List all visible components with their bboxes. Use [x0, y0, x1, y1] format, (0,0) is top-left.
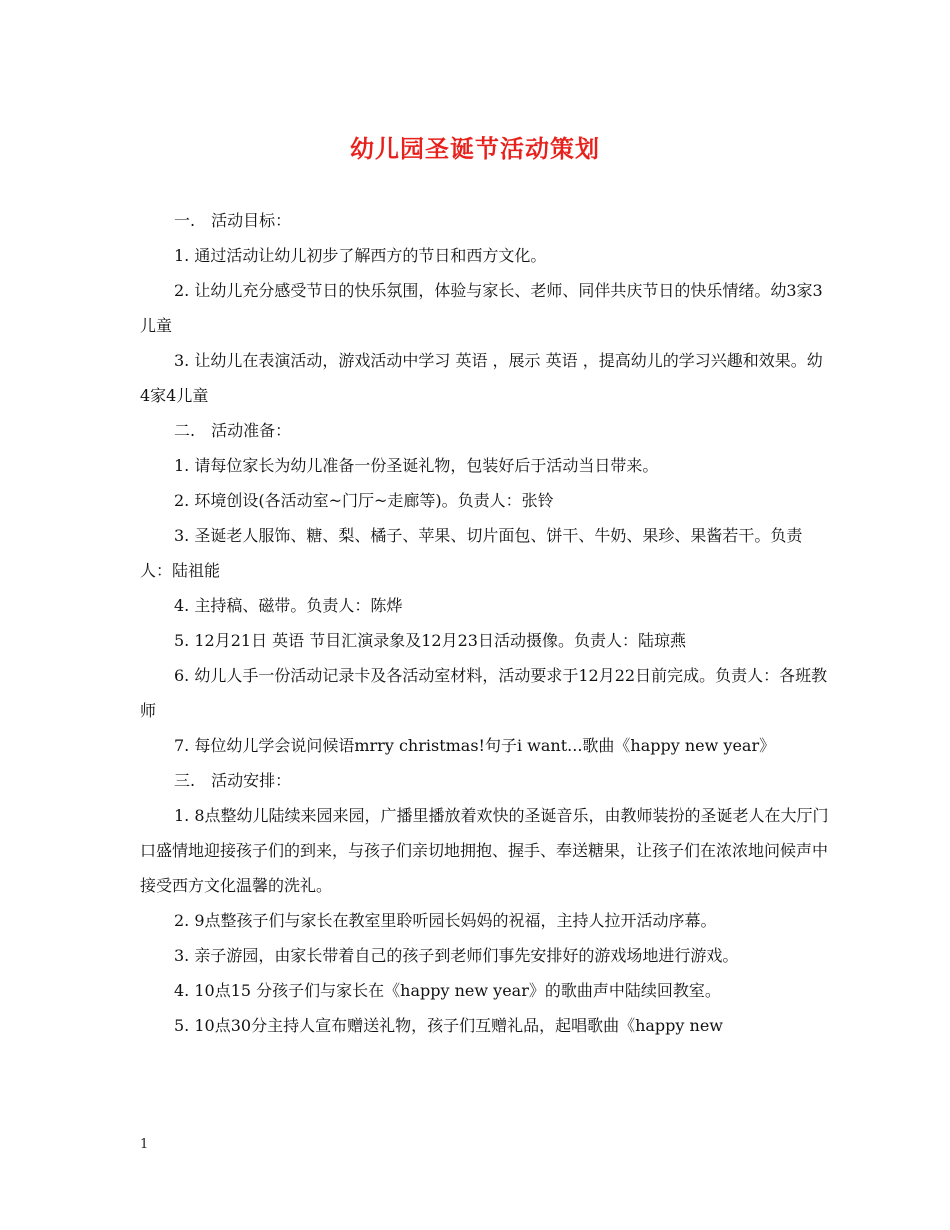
- paragraph: 1. 请每位家长为幼儿准备一份圣诞礼物，包装好后于活动当日带来。: [174, 456, 659, 475]
- paragraph: 6. 幼儿人手一份活动记录卡及各活动室材料，活动要求于12月22日前完成。负责人：各班教师: [140, 666, 828, 720]
- section-heading-schedule: 三. 活动安排：: [174, 771, 292, 790]
- paragraph: 1. 8点整幼儿陆续来园来园，广播里播放着欢快的圣诞音乐，由教师装扮的圣诞老人在大厅门口盛情地迎接孩子们的到来，与孩子们亲切地拥抱、握手、奉送糖果，让孩子们在浓浓地问候声中接受西方文化温馨的洗礼。: [140, 806, 829, 895]
- document-body: [140, 203, 830, 1043]
- page-number: 1: [140, 1137, 149, 1152]
- paragraph: 7. 每位幼儿学会说问候语mrry christmas!句子i want...歌曲《happy new year》: [174, 736, 776, 755]
- document-title: 幼儿园圣诞节活动策划: [350, 134, 600, 163]
- paragraph: 4. 主持稿、磁带。负责人：陈烨: [174, 596, 403, 615]
- paragraph: 3. 亲子游园，由家长带着自己的孩子到老师们事先安排好的游戏场地进行游戏。: [174, 946, 739, 965]
- section-heading-goals: 一. 活动目标：: [174, 211, 292, 230]
- paragraph: 2. 环境创设(各活动室~门厅~走廊等)。负责人：张铃: [174, 491, 554, 510]
- paragraph: 2. 9点整孩子们与家长在教室里聆听园长妈妈的祝福，主持人拉开活动序幕。: [174, 911, 717, 930]
- paragraph: 1. 通过活动让幼儿初步了解西方的节日和西方文化。: [174, 246, 547, 265]
- paragraph: 4. 10点15 分孩子们与家长在《happy new year》的歌曲声中陆续回教室。: [174, 981, 721, 1000]
- paragraph: 3. 让幼儿在表演活动，游戏活动中学习 英语 ，展示 英语 ，提高幼儿的学习兴趣和效果。幼4家4儿童: [140, 351, 823, 405]
- section-heading-preparation: 二. 活动准备：: [174, 421, 292, 440]
- paragraph: 5. 10点30分主持人宣布赠送礼物，孩子们互赠礼品，起唱歌曲《happy new: [174, 1016, 723, 1035]
- paragraph: 5. 12月21日 英语 节目汇演录象及12月23日活动摄像。负责人：陆琼燕: [174, 631, 686, 650]
- paragraph: 2. 让幼儿充分感受节日的快乐氛围，体验与家长、老师、同伴共庆节日的快乐情绪。幼3家3儿童: [140, 281, 823, 335]
- paragraph: 3. 圣诞老人服饰、糖、梨、橘子、苹果、切片面包、饼干、牛奶、果珍、果酱若干。负责人：陆祖能: [140, 526, 803, 580]
